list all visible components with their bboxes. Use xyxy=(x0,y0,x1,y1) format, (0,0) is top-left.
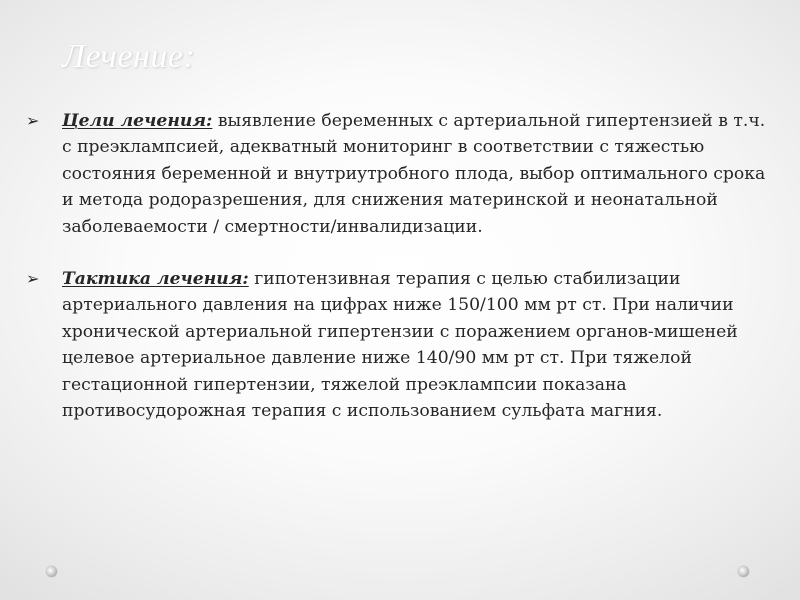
bullet-term: Цели лечения: xyxy=(62,111,213,131)
slide-content xyxy=(26,108,774,424)
arrow-bullet-icon: ➢ xyxy=(26,269,40,289)
bullet-text: гипотензивная терапия с целью стабилизации артериального давления на цифрах ниже 150/100 мм рт ст. При наличии хронической артериальной гипертензии с поражением органов-мишеней целевое артериальное давление ниже 140/90 мм рт ст. При тяжелой гестационной гипертензии, тяжелой преэклампсии показана противосудорожная терапия с использованием сульфата магния. xyxy=(62,269,738,422)
corner-dot-right-icon xyxy=(738,566,749,577)
corner-dot-left-icon xyxy=(46,566,57,577)
arrow-bullet-icon: ➢ xyxy=(26,111,40,130)
bullet-term: Тактика лечения: xyxy=(62,269,249,290)
bullet-treatment-goals xyxy=(26,108,774,240)
bullet-treatment-tactics xyxy=(26,266,774,424)
bullet-text: выявление беременных с артериальной гипертензией в т.ч. с преэклампсией, адекватный мониторинг в соответствии с тяжестью состояния беременной и внутриутробного плода, выбор оптимального срока и метода родоразрешения, для снижения материнской и неонатальной заболеваемости / смертности/инвалидизации. xyxy=(62,111,766,237)
slide-title: Лечение: xyxy=(62,38,196,75)
